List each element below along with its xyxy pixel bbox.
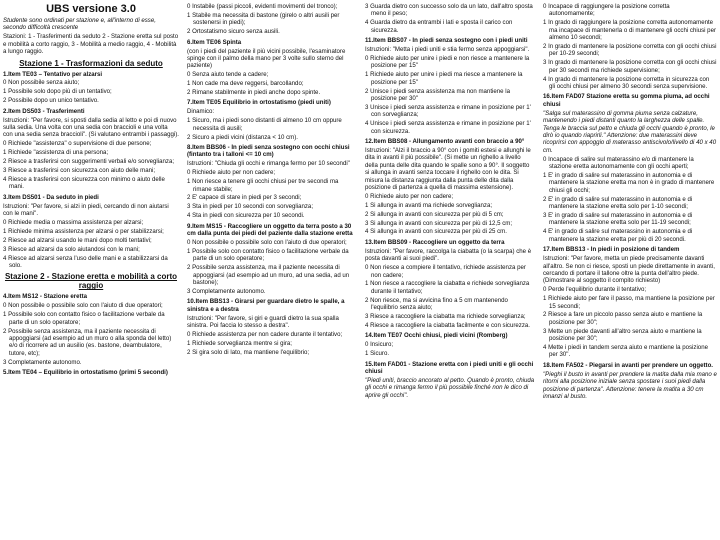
item-option: 1 Non riesce a tenere gli occhi chiusi per tre secondi ma rimane stabile; <box>187 178 339 193</box>
item-option: 2 Rimane stabilmente in piedi anche dopo spinte. <box>187 89 321 97</box>
item-option: 0 Non possibile o possibile solo con l'aiuto di due operatori; <box>3 302 163 310</box>
item-option: 1 Richiede minima assistenza per alzarsi o per stabilizzarsi; <box>3 227 164 235</box>
item-heading: 17.Item BBS13 - In piedi in posizione di tandem <box>543 246 680 254</box>
item-heading: 14.Item TE07 Occhi chiusi, piedi vicini (Romberg) <box>365 332 508 340</box>
item-option: 1 Non riesce a raccogliere la ciabatta e richiede sorveglianza durante il tentativo; <box>365 280 530 295</box>
column-4 <box>538 0 720 540</box>
item-instructions: Istruzioni: "Per favore, si sposti dalla sedia al letto e poi di nuovo sulla sedia. Una volta con una sedia con braccioli e una volta con una sedia senza braccioli". (Si valutano entrambi i passaggi). <box>3 116 179 139</box>
item-heading: 18.Item FA502 - Piegarsi in avanti per prendere un oggetto. <box>543 361 713 369</box>
item-option: 4 Riesce a raccogliere la ciabatta facilmente e con sicurezza. <box>365 321 530 329</box>
item-option: 3 Completamente autonomo. <box>187 287 266 295</box>
item-option: 0 Richiede aiuto per non cadere; <box>187 169 276 177</box>
item-option: 0 Non possibile senza aiuto; <box>3 79 80 87</box>
item-option: 1 Non cade ma deve reggersi, barcollando; <box>187 80 304 88</box>
item-heading: 13.Item BBS09 - Raccogliere un oggetto da terra <box>365 238 505 246</box>
item-option: 2 Si allunga in avanti con sicurezza per più di 5 cm; <box>365 210 504 218</box>
item-heading: 8.Item BBS06 - In piedi senza sostegno con occhi chiusi (fintanto tra i talloni <= 10 cm) <box>187 144 350 159</box>
item-heading: 5.Item TE04 – Equilibrio in ortostatismo (primi 5 secondi) <box>3 369 168 377</box>
item-option: 2 Sicuro a piedi vicini (distanza < 10 cm). <box>187 133 298 141</box>
item-heading: 1.Item TE03 – Tentativo per alzarsi <box>3 70 103 78</box>
section-heading-1: Stazione 1 - Trasformazioni da seduto <box>19 58 163 68</box>
item-instructions: "Pieghi il busto in avanti per prendere la matita dalla mia mano e ritorni alla posizione iniziale senza spostare i suoi piedi dalla posizione di partenza". Attenzione: tenere la matita a 30 cm innanzi al busto. <box>543 370 717 400</box>
item-instructions: Istruzioni: "Per favore, raccolga la ciabatta (o la scarpa) che è posta davanti ai suoi piedi". <box>365 247 532 263</box>
item-option: 1 Possibile solo con contatto fisico o facilitazione verbale da parte di un solo operatore; <box>187 247 349 263</box>
item-option: 2 E' in grado di salire sul materassino in autonomia e di mantenere la stazione eretta solo per 1-10 secondi; <box>543 195 693 211</box>
item-option: 0 Richiede media o massima assistenza per alzarsi; <box>3 218 144 226</box>
item-instructions: "Piedi uniti, braccio ancorato al petto. Quando è pronto, chiuda gli occhi e rimanga fermo il più possibile finché non le dico di aprire gli occhi". <box>365 376 535 399</box>
item-heading: 6.Item TE06 Spinta <box>187 38 242 46</box>
item-option: 2 Si gira solo di lato, ma mantiene l'equilibrio; <box>187 348 310 356</box>
item-option: 1 Stabile ma necessita di bastone (girelo o altri ausili per sostenersi in piedi); <box>187 11 340 27</box>
item-instructions: Istruzioni: "Per favore, metta un piede precisamente davanti all'altro. Se non ci riesce, sposti un piede direttamente in avanti, cercando di portare il tallone oltre la punta dell'altro piede. (Dimostrare al soggetto il compito richiesto) <box>543 255 715 285</box>
item-option: 4 Si allunga in avanti con sicurezza per più di 25 cm. <box>365 228 507 236</box>
item-option: 1 Richiede aiuto per unire i piedi ma riesce a mantenere la posizione per 15" <box>365 71 523 86</box>
item-instructions: Istruzioni: "Per favore, si giri e guardi dietro la sua spalla sinistra. Poi faccia lo stesso a destra". <box>187 314 339 330</box>
stations-text: Stazioni: 1 - Trasferimenti da seduto 2 - Stazione eretta sul posto e mobilità a corto raggio, 3 - Mobilità a medio raggio, 4 - Mobilità a lungo raggio. <box>3 33 179 56</box>
column-2 <box>182 0 360 540</box>
item-option: 1 E' in grado di salire sul materassino in autonomia e di mantenere la stazione eretta ma non è in grado di mantenere chiusi gli occhi; <box>543 172 715 194</box>
item-option: 3 Guarda dietro con successo solo da un lato, dall'altro sposta meno il peso; <box>365 3 533 18</box>
item-option: 0 Instabile (passi piccoli, evidenti movimenti del tronco); <box>187 3 338 10</box>
item-instructions: Dinamico: <box>187 108 215 116</box>
item-option: 1 Possibile solo con contatto fisico o facilitazione verbale da parte di un solo operatore; <box>3 311 165 326</box>
item-option: 2 Possibile senza assistenza, ma il paziente necessita di appoggiarsi (ad esempio ad un muro o alla sponda del letto) e/o di ricorrere ad un ausilio (es. bastone, deambulatore, tutore, etc); <box>3 327 172 357</box>
item-option: 4 In grado di mantenere la posizione corretta in sicurezza con gli occhi chiusi per almeno 30 secondi senza supervisione. <box>543 75 710 91</box>
item-option: 4 Riesce ad alzarsi senza l'uso delle mani e a stabilizzarsi da solo. <box>3 254 168 269</box>
item-option: 4 Riesce a trasferirsi con sicurezza con minimo o aiuto delle mani. <box>3 175 165 191</box>
item-option: 2 Unisce i piedi senza assistenza ma non mantiene la posizione per 30" <box>365 87 510 102</box>
item-option: 3 Riesce a trasferirsi con sicurezza con aiuto delle mani; <box>3 167 156 174</box>
item-option: 4 Mette i piedi in tandem senza aiuto e mantiene la posizione per 30". <box>543 344 708 359</box>
item-option: 0 Insicuro; <box>365 341 394 349</box>
item-instructions: Istruzioni: "Per favore, si alzi in piedi, cercando di non aiutarsi con le mani". <box>3 202 169 218</box>
column-3 <box>360 0 538 540</box>
item-option: 3 E' in grado di salire sul materassino in autonomia e di mantenere la stazione eretta solo per 11-19 secondi; <box>543 212 693 227</box>
item-option: 2 Riesce a fare un piccolo passo senza aiuto e mantiene la posizione per 30"; <box>543 311 703 326</box>
item-instructions: Istruzioni: "Metta i piedi uniti e stia fermo senza appoggiarsi". <box>365 46 530 54</box>
item-option: 3 Sta in piedi per 10 secondi con sorveglianza; <box>187 203 314 211</box>
item-option: 2 Riesce ad alzarsi usando le mani dopo molti tentativi; <box>3 236 152 244</box>
item-option: 0 Incapace di salire sul materassino e/o di mantenere la stazione eretta autonomamente con gli occhi aperti; <box>543 155 694 171</box>
item-heading: 3.Item DS501 - Da seduto in piedi <box>3 193 99 201</box>
item-heading: 7.Item TE05 Equilibrio in ortostatismo (piedi uniti) <box>187 99 331 107</box>
item-heading: 12.Item BBS08 - Allungamento avanti con braccio a 90° <box>365 138 525 145</box>
item-option: 4 E' in grado di salire sul materassino in autonomia e di mantenere la stazione eretta per più di 20 secondi. <box>543 228 693 243</box>
item-option: 0 Senza aiuto tende a cadere; <box>187 71 269 79</box>
item-option: 4 Guarda dietro da entrambi i lati e sposta il carico con sicurezza. <box>365 19 513 34</box>
item-option: 0 Richiede assistenza per non cadere durante il tentativo; <box>187 330 343 338</box>
item-option: 3 Riesce a raccogliere la ciabatta ma richiede sorveglianza; <box>365 313 526 321</box>
item-heading: 4.Item MS12 - Stazione eretta <box>3 293 87 301</box>
item-heading: 16.Item FAD07 Stazione eretta su gomma piuma, ad occhi chiusi <box>543 93 710 108</box>
item-option: 3 Unisce i piedi senza assistenza e rimane in posizione per 1' con sorveglianza; <box>365 103 531 119</box>
item-option: 3 Riesce ad alzarsi da solo aiutandosi con le mani; <box>3 245 140 253</box>
intro-text: Studente sono ordinati per stazione e, all'interno di esse, secondo difficoltà crescente <box>3 17 156 32</box>
item-option: 0 Richiede aiuto per non cadere; <box>365 192 454 200</box>
item-option: 1 Richiede "assistenza di una persona; <box>3 149 109 157</box>
document-title: UBS versione 3.0 <box>46 3 136 15</box>
section-heading-2: Stazione 2 - Stazione eretta e mobilità a corto raggio <box>4 272 178 291</box>
item-option: 2 Riesce a trasferirsi con suggerimenti verbali e/o sorveglianza; <box>3 158 175 166</box>
item-option: 1 Richiede aiuto per fare il passo, ma mantiene la posizione per 15 secondi; <box>543 295 715 310</box>
item-option: 2 E' capace di stare in piedi per 3 secondi; <box>187 194 302 202</box>
item-option: 1 Si allunga in avanti ma richiede sorveglianza; <box>365 201 493 209</box>
item-option: 1 Richiede sorveglianza mentre si gira; <box>187 339 292 347</box>
item-option: 3 Mette un piede davanti all'altro senza aiuto e mantiene la posizione per 30"; <box>543 327 702 343</box>
item-instructions: "Salga sul materassino di gomma piuma senza calzature, mantenendo i piedi distanti quanto la larghezza delle spalle. Tenga le braccia sul petto e chiuda gli occhi quando è pronto, le dirò io quando riaprirli." Attenzione: due materassini deve ricoprirsi con appoggio di materasso antiscivolo/livello di 40 x 40 cm. <box>543 109 717 154</box>
item-heading: 11.Item BBS07 - In piedi senza sostegno con i piedi uniti <box>365 37 528 45</box>
item-option: 2 Possibile dopo un unico tentativo. <box>3 97 99 105</box>
item-instructions: Istruzioni: "Chiuda gli occhi e rimanga fermo per 10 secondi" <box>187 160 350 168</box>
item-instructions: (con i piedi del paziente il più vicini possibile, l'esaminatore spinge con il palmo della mano per 3 volte sullo sterno del paziente) <box>187 47 346 70</box>
item-option: 2 Possibile senza assistenza, ma il paziente necessita di appoggiarsi (ad esempio ad un muro, ad una sedia, ad un bastone); <box>187 264 350 286</box>
item-option: 1 Sicuro. <box>365 350 390 358</box>
item-option: 1 In grado di raggiungere la posizione corretta autonomamente ma incapace di mantenerla o di mantenere gli occhi chiusi per almeno 10 secondi; <box>543 19 716 42</box>
item-option: 2 Non riesce, ma si avvicina fino a 5 cm mantenendo l'equilibrio senza aiuto; <box>365 296 508 312</box>
column-1 <box>0 0 182 540</box>
item-option: 0 Richiede "assistenza" o supervisione di due persone; <box>3 140 152 148</box>
item-option: 2 In grado di mantenere la posizione corretta con gli occhi chiusi per 10-29 secondi; <box>543 43 717 58</box>
item-option: 1 Sicuro, ma i piedi sono distanti di almeno 10 cm oppure necessita di ausili; <box>187 117 342 132</box>
item-option: 1 Possibile solo dopo più di un tentativo; <box>3 88 112 96</box>
item-option: 3 In grado di mantenere la posizione corretta con gli occhi chiusi per 30 secondi ma richiede supervisione; <box>543 59 717 74</box>
item-option: 0 Incapace di raggiungere la posizione corretta autonomamente; <box>543 3 670 18</box>
item-option: 4 Unisce i piedi senza assistenza e rimane in posizione per 1' con sicurezza. <box>365 120 531 135</box>
item-option: 0 Non possibile o possibile solo con l'aiuto di due operatori; <box>187 238 347 246</box>
item-instructions: Istruzioni: "Alzi il braccio a 90° con i gomiti estesi e allunghi le dita in avanti il più possibile". (Si mette un righello a livello della punta delle dita quando le spalle sono a 90°. Il soggetto si allunga in avanti senza toccare il righello con le dita. Si misura la distanza raggiunta dalla punta delle dita dalla posizione di partenza a quella di massima estensione). <box>365 146 531 191</box>
item-heading: 15.Item FAD01 - Stazione eretta con i piedi uniti e gli occhi chiusi <box>365 360 534 375</box>
item-option: 2 Ortostatismo sicuro senza ausili. <box>187 28 280 36</box>
item-option: 3 Si allunga in avanti con sicurezza per più di 12,5 cm; <box>365 219 513 227</box>
item-heading: 10.Item BBS13 - Girarsi per guardare dietro le spalle, a sinistra e a destra <box>187 298 345 313</box>
item-option: 0 Richiede aiuto per unire i piedi e non riesce a mantenere la posizione per 15" <box>365 54 530 70</box>
item-heading: 2.Item DS503 - Trasferimenti <box>3 107 85 115</box>
item-option: 0 Perde l'equilibrio durante il tentativo; <box>543 286 647 294</box>
item-option: 4 Sta in piedi con sicurezza per 10 secondi. <box>187 212 305 220</box>
item-option: 3 Completamente autonomo. <box>3 358 82 366</box>
item-option: 0 Non riesce a compiere il tentativo, richiede assistenza per non cadere; <box>365 264 526 279</box>
item-heading: 9.Item MS15 - Raccogliere un oggetto da terra posto a 30 cm dalla punta dei piedi del paziente dalla stazione eretta <box>187 222 353 238</box>
